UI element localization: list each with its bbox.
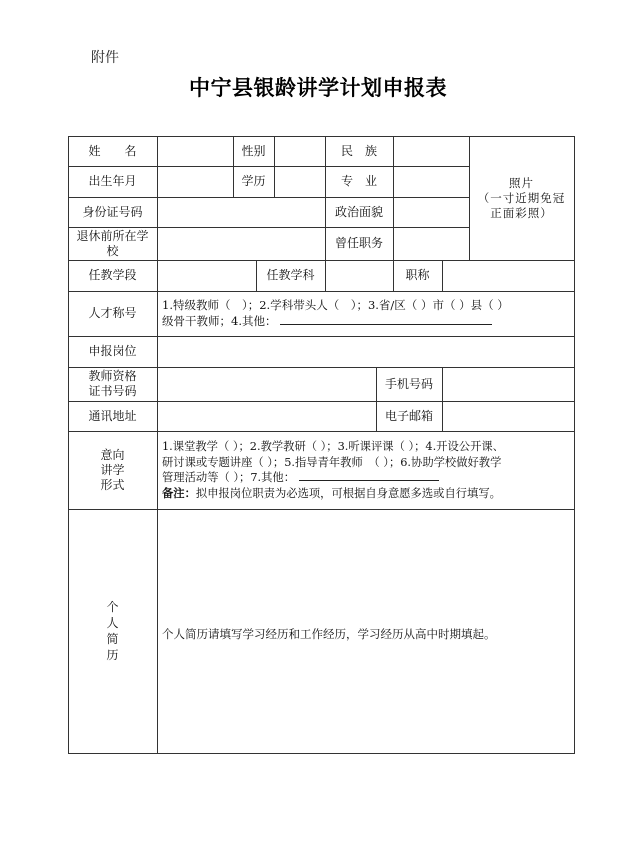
education-label: 学历 [241,174,266,188]
photo-instructions-line2: 正面彩照） [490,205,553,220]
gender-label: 性别 [241,143,266,158]
phone-field[interactable] [442,367,574,401]
name-label: 姓 名 [88,143,137,158]
teacher-cert-label-line2: 证书号码 [88,384,137,398]
intent-options-line1: 1.课堂教学（ ）；2.教学教研（ ）；3.听课评课（ ）；4.开设公开课、 [162,440,504,453]
intent-options-line3: 管理活动等（ ）；7.其他： [162,471,295,484]
intent-other-blank[interactable] [299,470,439,481]
birth-label: 出生年月 [88,174,137,188]
teaching-stage-label: 任教学段 [88,268,137,282]
professional-title-field[interactable] [442,260,574,291]
teacher-cert-field[interactable] [157,367,376,401]
teaching-intent-label [68,431,157,509]
name-field[interactable] [157,136,233,166]
applied-post-label: 申报岗位 [88,344,137,358]
former-school-label [68,227,157,260]
talent-options-line1: 1.特级教师（ ）；2.学科带头人（ ）；3.省/区（ ）市（ ）县（ ） [162,298,509,312]
teaching-stage-field[interactable] [157,260,256,291]
major-label: 专 业 [340,174,377,188]
id-number-field[interactable] [157,197,325,227]
former-school-field[interactable] [157,227,325,260]
intent-options-line3-wrap [162,470,439,486]
teaching-subject-field[interactable] [325,260,393,291]
phone-label: 手机号码 [384,376,433,391]
applied-post-field[interactable] [157,336,574,367]
email-field[interactable] [442,401,574,431]
ethnicity-label: 民 族 [340,143,377,158]
talent-options-line2: 级骨干教师；4.其他： [162,313,277,328]
resume-label-char3: 简 [106,632,119,646]
resume-field[interactable] [157,509,574,753]
photo-instructions-line1: （一寸近期免冠 [477,190,566,205]
photo-cell[interactable] [469,136,574,260]
talent-title-options[interactable] [157,291,574,336]
page-title: 中宁县银龄讲学计划申报表 [189,75,447,100]
political-status-field[interactable] [393,197,469,227]
attachment-label: 附件 [91,50,119,66]
teaching-intent-options[interactable] [157,431,574,509]
talent-title-label: 人才称号 [88,306,137,320]
former-post-field[interactable] [393,227,469,260]
table-border-right [574,136,575,753]
note-label: 备注： [162,485,196,500]
teaching-subject-label: 任教学科 [266,268,315,282]
resume-label-char1: 个 [106,600,119,614]
professional-title-label: 职称 [405,268,430,282]
birth-field[interactable] [157,166,233,197]
intent-options-line2: 研讨课或专题讲座（ ）；5.指导青年教师 （ ）；6.协助学校做好教学 [162,455,502,469]
teaching-intent-label-line2: 讲学 [100,462,125,477]
resume-label-char2: 人 [106,616,119,630]
resume-label [68,509,157,753]
address-field[interactable] [157,401,376,431]
address-label: 通讯地址 [88,408,137,423]
resume-label-char4: 历 [106,648,119,662]
talent-other-blank[interactable] [280,314,492,325]
gender-field[interactable] [274,136,325,166]
talent-options-line2-wrap [162,314,492,330]
note-line [162,486,501,502]
teacher-cert-label [68,367,157,401]
id-number-label: 身份证号码 [82,204,143,219]
photo-title: 照片 [509,175,534,190]
note-text: 拟申报岗位职责为必选项，可根据自身意愿多选或自行填写。 [195,486,501,500]
former-post-label: 曾任职务 [334,236,383,250]
education-field[interactable] [274,166,325,197]
ethnicity-field[interactable] [393,136,469,166]
former-school-label-line1: 退休前所在学 [76,228,149,243]
email-label: 电子邮箱 [384,408,433,423]
teacher-cert-label-line1: 教师资格 [88,369,137,383]
resume-instructions: 个人简历请填写学习经历和工作经历，学习经历从高中时期填起。 [162,627,496,642]
table-border-bottom [68,753,575,754]
teaching-intent-label-line1: 意向 [100,447,125,462]
former-school-label-line2: 校 [106,243,119,258]
teaching-intent-label-line3: 形式 [100,477,125,492]
major-field[interactable] [393,166,469,197]
political-status-label: 政治面貌 [334,204,383,219]
